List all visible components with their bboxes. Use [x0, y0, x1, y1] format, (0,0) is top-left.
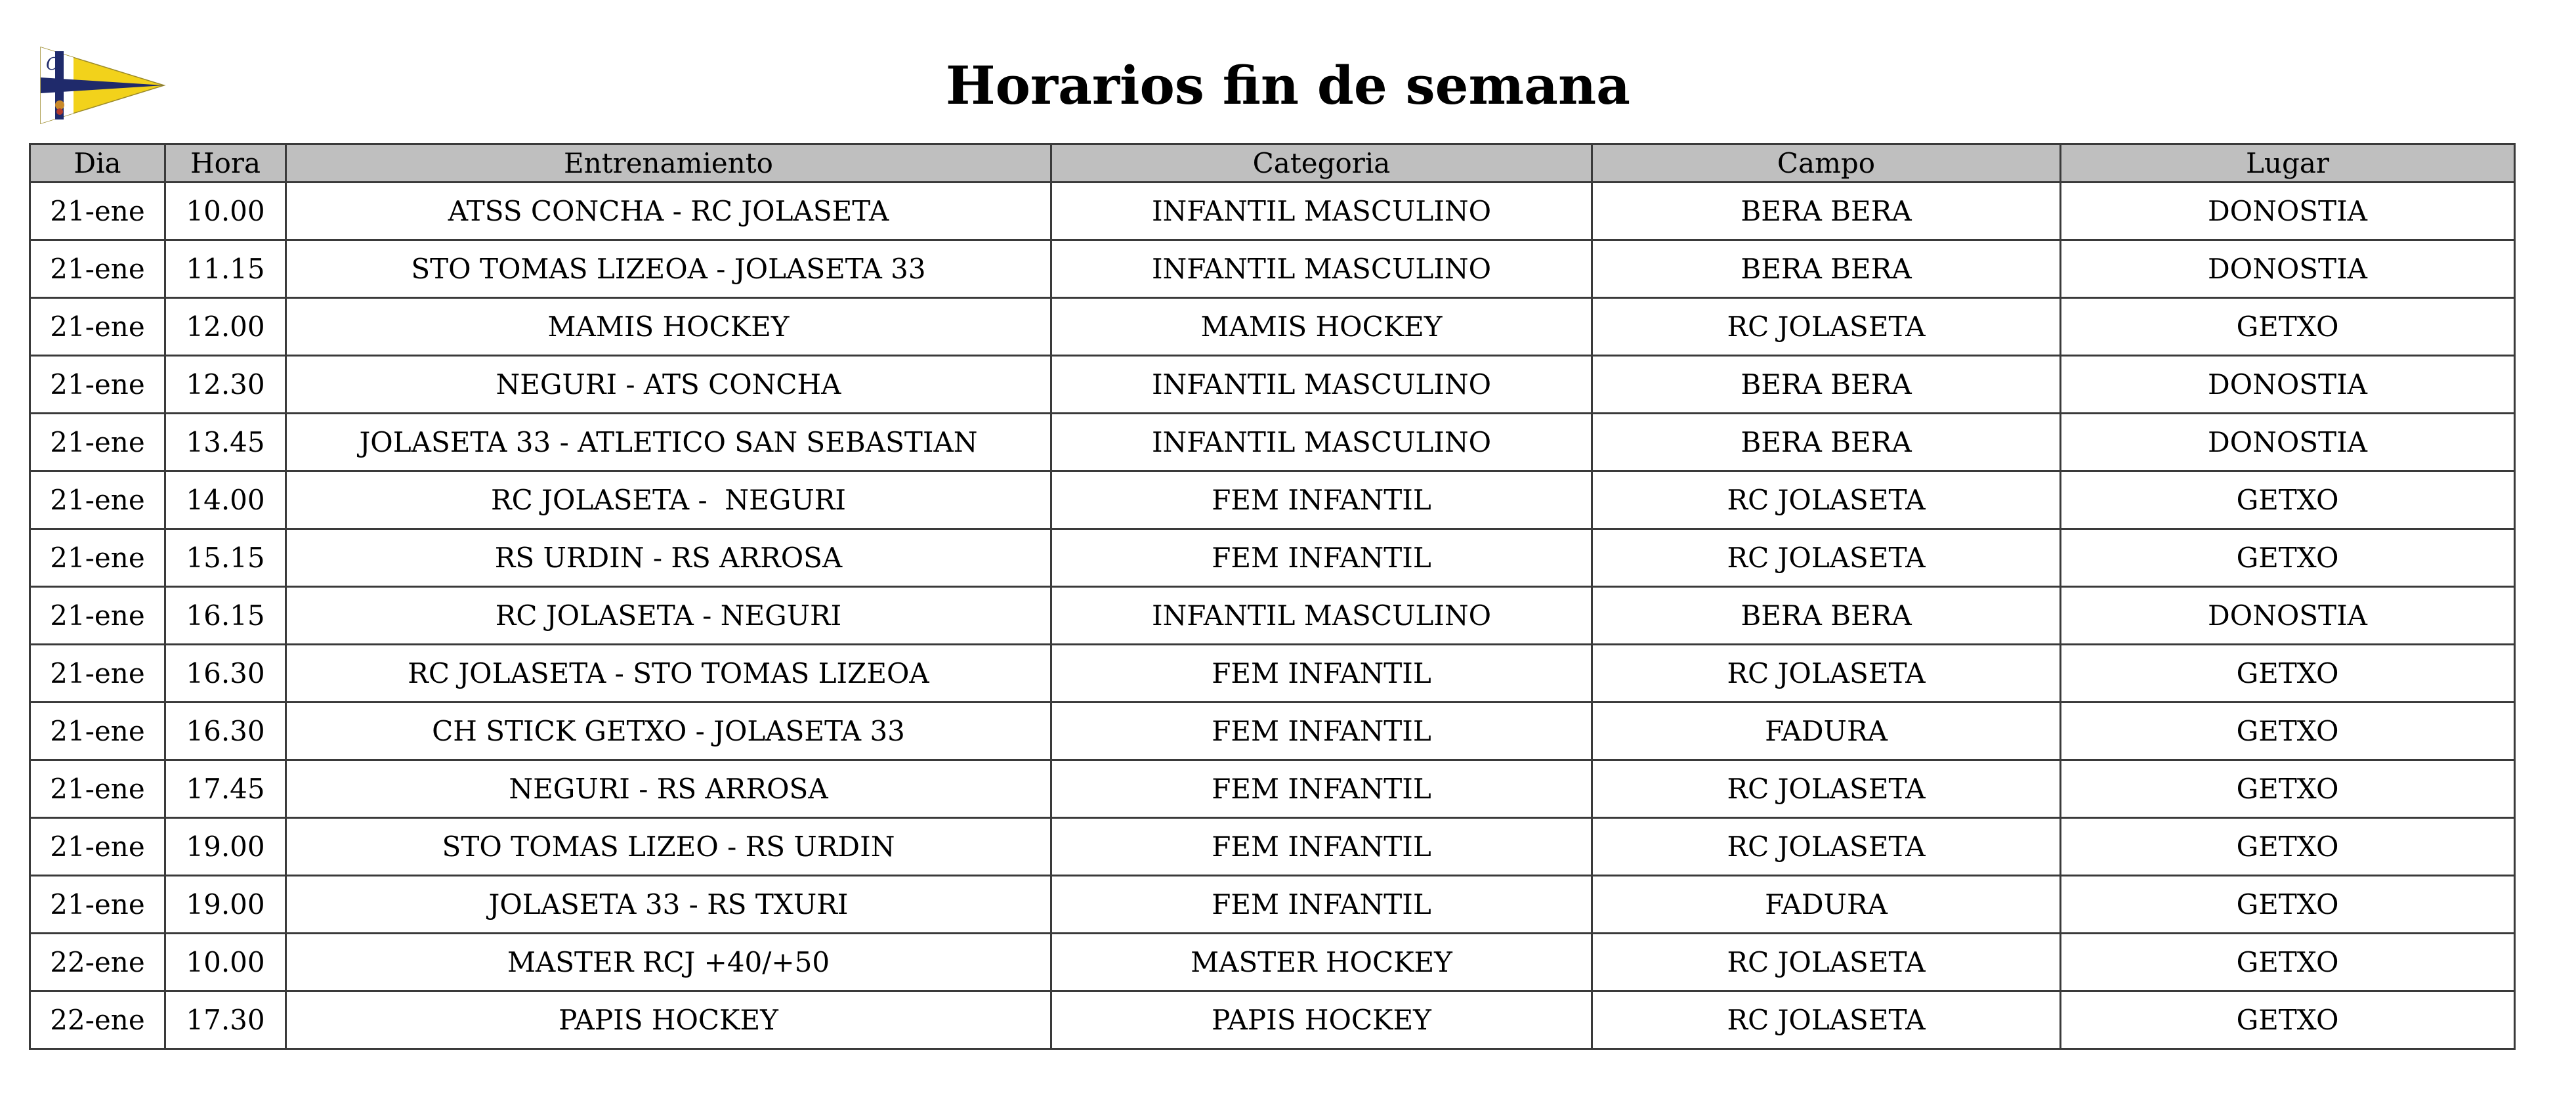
cell-lugar: GETXO [2061, 471, 2515, 529]
cell-campo: RC JOLASETA [1592, 934, 2061, 991]
cell-categoria: FEM INFANTIL [1051, 876, 1592, 934]
cell-hora: 12.30 [165, 356, 286, 414]
cell-hora: 16.30 [165, 645, 286, 703]
cell-hora: 11.15 [165, 240, 286, 298]
cell-dia: 21-ene [30, 703, 165, 760]
cell-campo: BERA BERA [1592, 356, 2061, 414]
cell-lugar: DONOSTIA [2061, 183, 2515, 240]
cell-entrenamiento: ATSS CONCHA - RC JOLASETA [286, 183, 1051, 240]
schedule-table [29, 143, 2516, 1050]
cell-categoria: MASTER HOCKEY [1051, 934, 1592, 991]
cell-hora: 15.15 [165, 529, 286, 587]
cell-campo: RC JOLASETA [1592, 645, 2061, 703]
cell-hora: 13.45 [165, 414, 286, 471]
cell-entrenamiento: JOLASETA 33 - RS TXURI [286, 876, 1051, 934]
cell-categoria: FEM INFANTIL [1051, 529, 1592, 587]
cell-categoria: MAMIS HOCKEY [1051, 298, 1592, 356]
header-hora: Hora [165, 144, 286, 183]
cell-entrenamiento: MAMIS HOCKEY [286, 298, 1051, 356]
cell-campo: BERA BERA [1592, 183, 2061, 240]
cell-campo: RC JOLASETA [1592, 529, 2061, 587]
table-row [30, 183, 2515, 240]
svg-text:C: C [46, 54, 59, 74]
cell-dia: 21-ene [30, 645, 165, 703]
cell-entrenamiento: RC JOLASETA - STO TOMAS LIZEOA [286, 645, 1051, 703]
header-categoria: Categoria [1051, 144, 1592, 183]
cell-lugar: GETXO [2061, 760, 2515, 818]
cell-lugar: GETXO [2061, 991, 2515, 1049]
cell-categoria: INFANTIL MASCULINO [1051, 240, 1592, 298]
header-lugar: Lugar [2061, 144, 2515, 183]
table-row [30, 587, 2515, 645]
cell-hora: 19.00 [165, 818, 286, 876]
cell-lugar: DONOSTIA [2061, 240, 2515, 298]
cell-campo: FADURA [1592, 876, 2061, 934]
cell-hora: 10.00 [165, 934, 286, 991]
cell-hora: 10.00 [165, 183, 286, 240]
cell-campo: BERA BERA [1592, 587, 2061, 645]
cell-dia: 21-ene [30, 183, 165, 240]
cell-hora: 16.15 [165, 587, 286, 645]
cell-lugar: GETXO [2061, 703, 2515, 760]
cell-dia: 21-ene [30, 587, 165, 645]
cell-campo: BERA BERA [1592, 414, 2061, 471]
table-row [30, 414, 2515, 471]
table-row [30, 356, 2515, 414]
cell-entrenamiento: MASTER RCJ +40/+50 [286, 934, 1051, 991]
cell-lugar: DONOSTIA [2061, 414, 2515, 471]
header-row [30, 144, 2515, 183]
cell-categoria: FEM INFANTIL [1051, 703, 1592, 760]
cell-categoria: FEM INFANTIL [1051, 645, 1592, 703]
cell-categoria: FEM INFANTIL [1051, 471, 1592, 529]
cell-entrenamiento: PAPIS HOCKEY [286, 991, 1051, 1049]
cell-hora: 16.30 [165, 703, 286, 760]
cell-lugar: DONOSTIA [2061, 587, 2515, 645]
table-row [30, 645, 2515, 703]
cell-categoria: INFANTIL MASCULINO [1051, 356, 1592, 414]
cell-dia: 21-ene [30, 471, 165, 529]
schedule-body [30, 183, 2515, 1049]
cell-categoria: FEM INFANTIL [1051, 760, 1592, 818]
cell-dia: 21-ene [30, 876, 165, 934]
cell-categoria: INFANTIL MASCULINO [1051, 414, 1592, 471]
cell-entrenamiento: CH STICK GETXO - JOLASETA 33 [286, 703, 1051, 760]
cell-entrenamiento: RC JOLASETA - NEGURI [286, 471, 1051, 529]
cell-campo: BERA BERA [1592, 240, 2061, 298]
table-row [30, 703, 2515, 760]
table-row [30, 240, 2515, 298]
table-row [30, 818, 2515, 876]
cell-dia: 21-ene [30, 760, 165, 818]
table-row [30, 529, 2515, 587]
cell-hora: 14.00 [165, 471, 286, 529]
cell-hora: 17.30 [165, 991, 286, 1049]
table-row [30, 876, 2515, 934]
cell-entrenamiento: RS URDIN - RS ARROSA [286, 529, 1051, 587]
table-row [30, 991, 2515, 1049]
cell-entrenamiento: STO TOMAS LIZEOA - JOLASETA 33 [286, 240, 1051, 298]
cell-campo: RC JOLASETA [1592, 760, 2061, 818]
cell-lugar: GETXO [2061, 934, 2515, 991]
cell-categoria: PAPIS HOCKEY [1051, 991, 1592, 1049]
cell-categoria: FEM INFANTIL [1051, 818, 1592, 876]
cell-lugar: GETXO [2061, 818, 2515, 876]
cell-dia: 22-ene [30, 934, 165, 991]
cell-dia: 21-ene [30, 529, 165, 587]
table-row [30, 934, 2515, 991]
cell-lugar: GETXO [2061, 876, 2515, 934]
cell-dia: 21-ene [30, 240, 165, 298]
cell-entrenamiento: NEGURI - RS ARROSA [286, 760, 1051, 818]
cell-entrenamiento: RC JOLASETA - NEGURI [286, 587, 1051, 645]
cell-lugar: DONOSTIA [2061, 356, 2515, 414]
cell-dia: 21-ene [30, 356, 165, 414]
header-campo: Campo [1592, 144, 2061, 183]
cell-hora: 12.00 [165, 298, 286, 356]
page-title: Horarios fin de semana [945, 54, 1630, 116]
cell-campo: RC JOLASETA [1592, 298, 2061, 356]
cell-dia: 22-ene [30, 991, 165, 1049]
cell-entrenamiento: NEGURI - ATS CONCHA [286, 356, 1051, 414]
header-dia: Dia [30, 144, 165, 183]
cell-hora: 19.00 [165, 876, 286, 934]
cell-entrenamiento: STO TOMAS LIZEO - RS URDIN [286, 818, 1051, 876]
cell-categoria: INFANTIL MASCULINO [1051, 587, 1592, 645]
cell-lugar: GETXO [2061, 298, 2515, 356]
header-entrenamiento: Entrenamiento [286, 144, 1051, 183]
cell-entrenamiento: JOLASETA 33 - ATLETICO SAN SEBASTIAN [286, 414, 1051, 471]
cell-campo: FADURA [1592, 703, 2061, 760]
table-row [30, 298, 2515, 356]
cell-campo: RC JOLASETA [1592, 991, 2061, 1049]
table-row [30, 471, 2515, 529]
cell-dia: 21-ene [30, 818, 165, 876]
cell-dia: 21-ene [30, 414, 165, 471]
cell-campo: RC JOLASETA [1592, 818, 2061, 876]
cell-hora: 17.45 [165, 760, 286, 818]
cell-categoria: INFANTIL MASCULINO [1051, 183, 1592, 240]
cell-lugar: GETXO [2061, 529, 2515, 587]
cell-campo: RC JOLASETA [1592, 471, 2061, 529]
cell-dia: 21-ene [30, 298, 165, 356]
table-row [30, 760, 2515, 818]
cell-lugar: GETXO [2061, 645, 2515, 703]
